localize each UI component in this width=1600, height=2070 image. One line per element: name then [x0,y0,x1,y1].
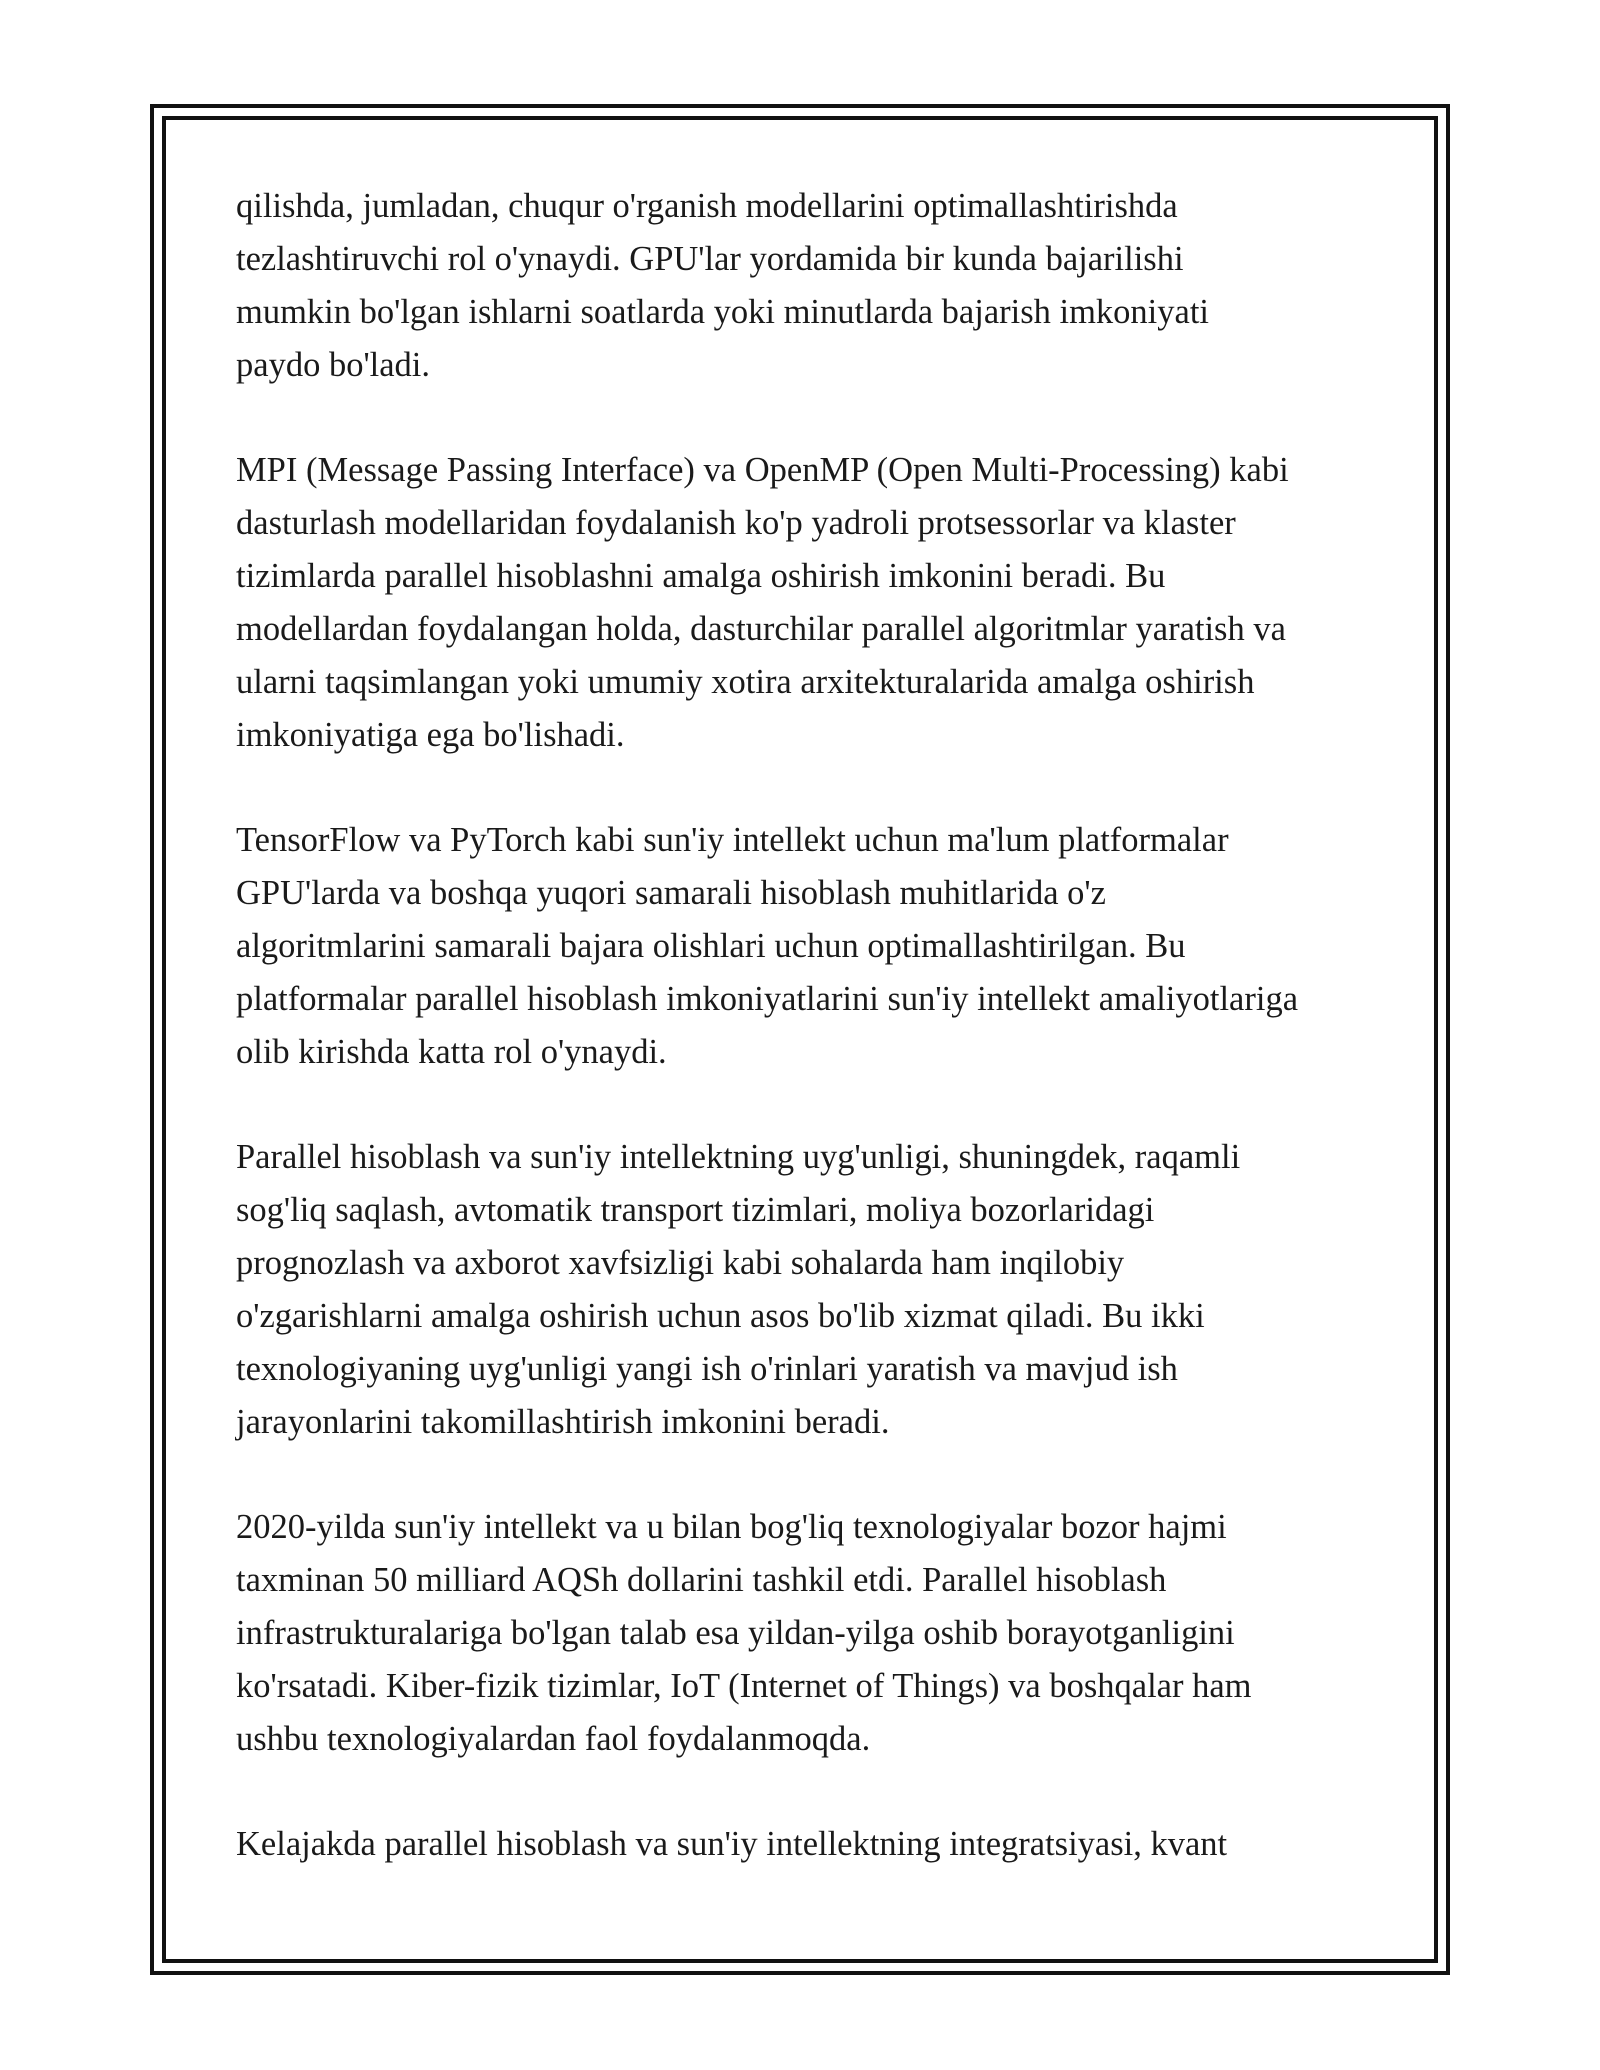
paragraph-future [236,1818,1396,1871]
text-line: olib kirishda katta rol o'ynaydi. [236,1033,667,1071]
paragraph-market-2020 [236,1501,1396,1766]
text-line: modellardan foydalangan holda, dasturchilar parallel algoritmlar yaratish va [236,610,1286,648]
paragraph-ai-platforms [236,814,1396,1079]
paragraph-gpu-acceleration [236,180,1396,392]
text-line: o'zgarishlarni amalga oshirish uchun asos bo'lib xizmat qiladi. Bu ikki [236,1297,1205,1335]
text-line: qilishda, jumladan, chuqur o'rganish modellarini optimallashtirishda [236,187,1178,225]
paragraph-mpi-openmp [236,444,1396,762]
text-line: 2020-yilda sun'iy intellekt va u bilan bog'liq texnologiyalar bozor hajmi [236,1508,1227,1546]
text-line: mumkin bo'lgan ishlarni soatlarda yoki minutlarda bajarish imkoniyati [236,293,1209,331]
text-line: paydo bo'ladi. [236,346,431,384]
paragraph-applications [236,1131,1396,1449]
text-line: dasturlash modellaridan foydalanish ko'p yadroli protsessorlar va klaster [236,504,1236,542]
text-line: imkoniyatiga ega bo'lishadi. [236,716,625,754]
text-line: Parallel hisoblash va sun'iy intellektning uyg'unligi, shuningdek, raqamli [236,1138,1241,1176]
text-line: prognozlash va axborot xavfsizligi kabi sohalarda ham inqilobiy [236,1244,1125,1282]
text-line: MPI (Message Passing Interface) va OpenMP (Open Multi-Processing) kabi [236,451,1289,489]
text-line: ko'rsatadi. Kiber-fizik tizimlar, IoT (Internet of Things) va boshqalar ham [236,1667,1252,1705]
text-line: Kelajakda parallel hisoblash va sun'iy intellektning integratsiyasi, kvant [236,1825,1228,1863]
text-line: GPU'larda va boshqa yuqori samarali hisoblash muhitlarida o'z [236,874,1106,912]
text-line: tizimlarda parallel hisoblashni amalga oshirish imkonini beradi. Bu [236,557,1166,595]
text-line: taxminan 50 milliard AQSh dollarini tashkil etdi. Parallel hisoblash [236,1561,1167,1599]
text-line: tezlashtiruvchi rol o'ynaydi. GPU'lar yordamida bir kunda bajarilishi [236,240,1184,278]
text-line: sog'liq saqlash, avtomatik transport tizimlari, moliya bozorlaridagi [236,1191,1155,1229]
text-line: ularni taqsimlangan yoki umumiy xotira arxitekturalarida amalga oshirish [236,663,1255,701]
text-line: ushbu texnologiyalardan faol foydalanmoqda. [236,1720,871,1758]
text-line: infrastrukturalariga bo'lgan talab esa yildan-yilga oshib borayotganligini [236,1614,1235,1652]
text-line: algoritmlarini samarali bajara olishlari uchun optimallashtirilgan. Bu [236,927,1186,965]
document-body [236,180,1396,1923]
text-line: TensorFlow va PyTorch kabi sun'iy intellekt uchun ma'lum platformalar [236,821,1229,859]
text-line: jarayonlarini takomillashtirish imkonini beradi. [236,1403,890,1441]
text-line: texnologiyaning uyg'unligi yangi ish o'rinlari yaratish va mavjud ish [236,1350,1178,1388]
text-line: platformalar parallel hisoblash imkoniyatlarini sun'iy intellekt amaliyotlariga [236,980,1299,1018]
